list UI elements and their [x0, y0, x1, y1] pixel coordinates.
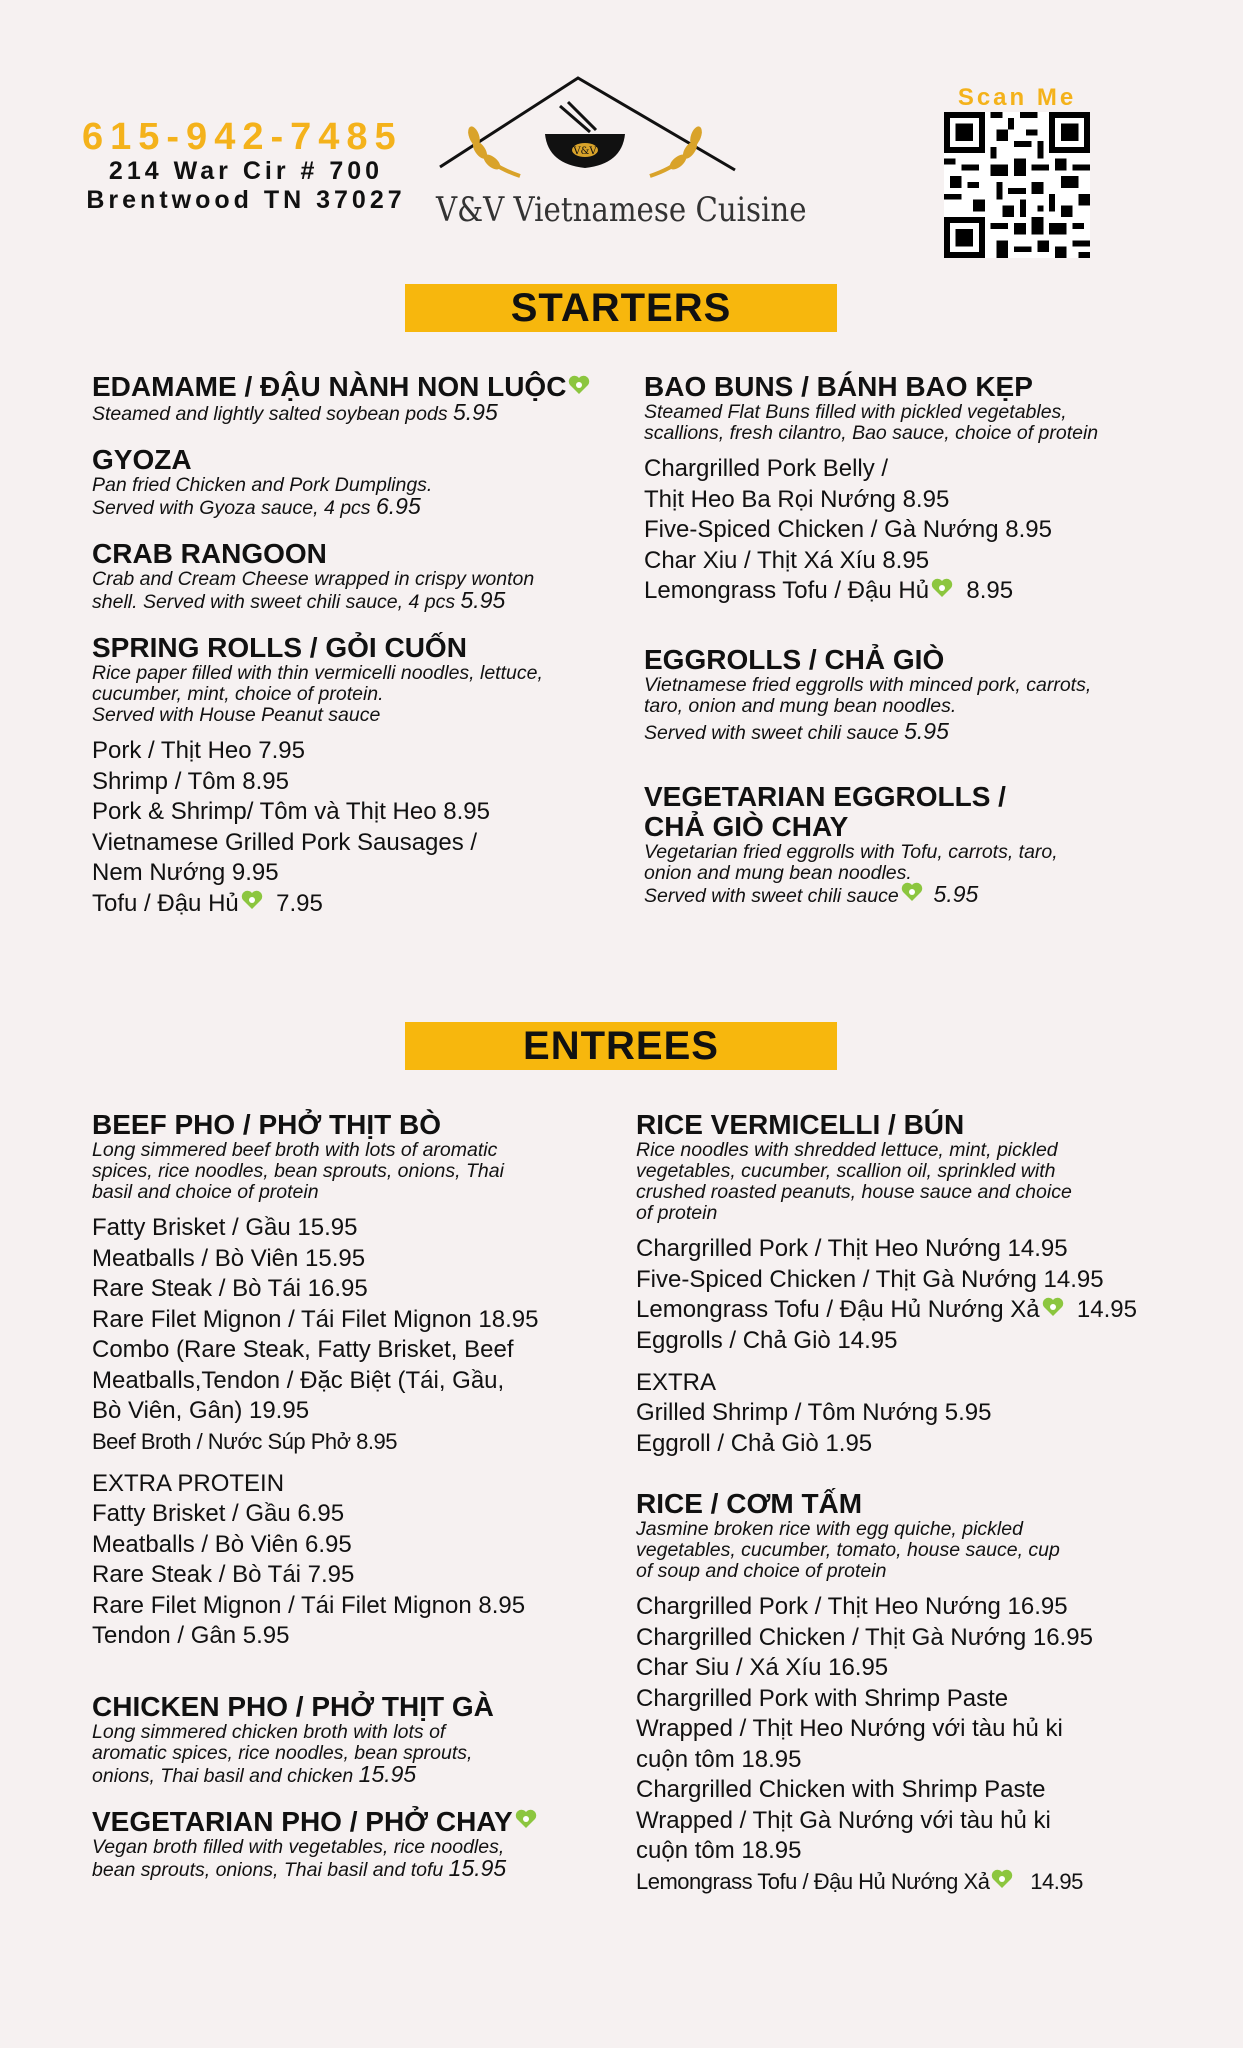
menu-item-beef-pho [92, 1110, 632, 1652]
item-desc: onions, Thai basil and chicken [92, 1764, 354, 1787]
extra-option: Tendon / Gân 5.95 [92, 1622, 290, 1649]
menu-option: Chargrilled Pork Belly / [644, 455, 889, 482]
item-desc: Steamed Flat Buns filled with pickled vegetables, [644, 401, 1067, 423]
item-title: CRAB RANGOON [92, 538, 327, 569]
item-desc: Served with sweet chili sauce [644, 884, 899, 907]
menu-option: Shrimp / Tôm 8.95 [92, 767, 289, 795]
menu-option: Pork & Shrimp/ Tôm và Thịt Heo 8.95 [92, 798, 490, 825]
item-title: EGGROLLS / CHẢ GIÒ [644, 643, 945, 675]
menu-option-price: 14.95 [1030, 1868, 1083, 1894]
extra-option: Fatty Brisket / Gầu 6.95 [92, 1500, 345, 1527]
item-title: EDAMAME / ĐẬU NÀNH NON LUỘC [92, 371, 567, 402]
menu-option-price: 14.95 [1076, 1296, 1137, 1323]
starters-left-column [92, 372, 632, 939]
item-title: VEGETARIAN EGGROLLS / [644, 780, 1006, 812]
green-heart-icon [901, 882, 923, 902]
menu-option: Rare Filet Mignon / Tái Filet Mignon 18.95 [92, 1305, 539, 1333]
item-desc: Served with Gyoza sauce, 4 pcs [92, 497, 371, 519]
option-list [644, 454, 1204, 607]
item-desc: Crab and Cream Cheese wrapped in crispy wonton [92, 568, 535, 590]
item-price: 6.95 [375, 493, 421, 519]
green-heart-icon [931, 578, 953, 598]
item-desc: Served with House Peanut sauce [92, 704, 381, 726]
item-title: CHICKEN PHO / PHỞ THỊT GÀ [92, 1690, 494, 1722]
menu-option: Rare Steak / Bò Tái 16.95 [92, 1275, 368, 1302]
extra-label: EXTRA PROTEIN [92, 1470, 285, 1497]
bowl-hat-logo [430, 72, 740, 192]
item-title: VEGETARIAN PHO / PHỞ CHAY [92, 1805, 513, 1837]
address-line-2: Brentwood TN 37027 [86, 186, 406, 214]
item-desc: vegetables, cucumber, tomato, house sauce, cup [636, 1539, 1060, 1561]
item-desc: Vietnamese fried eggrolls with minced pork, carrots, [644, 673, 1092, 696]
item-price: 15.95 [448, 1854, 507, 1881]
scan-me-label: Scan Me [957, 84, 1077, 111]
item-price: 5.95 [460, 587, 506, 613]
item-price: 15.95 [358, 1760, 417, 1787]
menu-item-edamame [92, 372, 632, 425]
item-desc: Jasmine broken rice with egg quiche, pickled [636, 1518, 1023, 1540]
menu-item-vegetarian-pho [92, 1807, 632, 1881]
item-desc: of soup and choice of protein [636, 1560, 887, 1582]
item-desc: onion and mung bean noodles. [644, 861, 912, 884]
option-list [636, 1234, 1216, 1356]
menu-option: Eggrolls / Chả Giò 14.95 [636, 1326, 898, 1354]
menu-option: Wrapped / Thịt Heo Nướng với tàu hủ ki [636, 1715, 1063, 1742]
menu-option: Bò Viên, Gân) 19.95 [92, 1397, 310, 1424]
address-line-1: 214 War Cir # 700 [108, 157, 384, 185]
menu-item-vegetarian-eggrolls [644, 782, 1204, 907]
menu-option: cuộn tôm 18.95 [636, 1837, 802, 1864]
item-desc: basil and choice of protein [92, 1181, 319, 1203]
menu-option: cuộn tôm 18.95 [636, 1745, 802, 1773]
menu-option: Char Xiu / Thịt Xá Xíu 8.95 [644, 546, 930, 574]
option-list [92, 1213, 632, 1457]
menu-option: Lemongrass Tofu / Đậu Hủ Nướng Xả [636, 1296, 1040, 1323]
item-desc: spices, rice noodles, bean sprouts, onions, Thai [92, 1160, 504, 1182]
menu-option-price: 8.95 [966, 577, 1014, 604]
extra-option: Meatballs / Bò Viên 6.95 [92, 1530, 352, 1558]
menu-item-rice-vermicelli [636, 1110, 1216, 1459]
phone-number[interactable]: 615-942-7485 [82, 116, 403, 158]
item-desc: bean sprouts, onions, Thai basil and tofu [92, 1858, 444, 1881]
menu-item-spring-rolls [92, 633, 632, 919]
menu-item-crab-rangoon [92, 539, 632, 613]
menu-item-gyoza [92, 445, 632, 519]
menu-option: Thịt Heo Ba Rọi Nướng 8.95 [644, 485, 950, 513]
menu-option: Chargrilled Chicken / Thịt Gà Nướng 16.95 [636, 1623, 1093, 1651]
extra-option: Grilled Shrimp / Tôm Nướng 5.95 [636, 1399, 992, 1426]
item-title: RICE / CƠM TẤM [636, 1488, 863, 1519]
option-list [636, 1592, 1216, 1897]
entrees-right-column [636, 1110, 1216, 1917]
extra-label: EXTRA [636, 1369, 717, 1396]
menu-item-bao-buns [644, 372, 1204, 607]
item-title: BAO BUNS / BÁNH BAO KẸP [644, 371, 1033, 402]
item-desc: scallions, fresh cilantro, Bao sauce, choice of protein [644, 422, 1099, 444]
menu-option: Vietnamese Grilled Pork Sausages / [92, 828, 478, 856]
menu-option: Chargrilled Pork / Thịt Heo Nướng 16.95 [636, 1593, 1068, 1620]
green-heart-icon [241, 890, 263, 910]
starters-right-column [644, 372, 1204, 927]
item-desc: Long simmered chicken broth with lots of [92, 1720, 446, 1743]
menu-option: Five-Spiced Chicken / Gà Nướng 8.95 [644, 516, 1052, 543]
menu-option: Chargrilled Pork / Thịt Heo Nướng 14.95 [636, 1235, 1068, 1262]
extra-option: Rare Filet Mignon / Tái Filet Mignon 8.95 [92, 1591, 526, 1619]
item-desc: aromatic spices, rice noodles, bean sprouts, [92, 1741, 473, 1764]
item-desc: Long simmered beef broth with lots of aromatic [92, 1139, 498, 1161]
item-price: 5.95 [453, 399, 498, 425]
item-title: RICE VERMICELLI / BÚN [636, 1109, 965, 1140]
item-title: SPRING ROLLS / GỎI CUỐN [92, 632, 467, 663]
menu-option: Lemongrass Tofu / Đậu Hủ [644, 577, 930, 604]
item-desc: Vegan broth filled with vegetables, rice noodles, [92, 1835, 505, 1858]
item-desc: of protein [636, 1202, 718, 1224]
menu-option: Combo (Rare Steak, Fatty Brisket, Beef [92, 1336, 514, 1363]
menu-option: Wrapped / Thịt Gà Nướng với tàu hủ ki [636, 1806, 1051, 1834]
item-desc: vegetables, cucumber, scallion oil, sprinkled with [636, 1160, 1056, 1182]
item-desc: cucumber, mint, choice of protein. [92, 683, 384, 705]
green-heart-icon [515, 1809, 537, 1829]
item-desc: Served with sweet chili sauce [644, 721, 899, 744]
item-desc: crushed roasted peanuts, house sauce and choice [636, 1181, 1072, 1203]
item-price: 5.95 [904, 717, 949, 744]
menu-option: Chargrilled Chicken with Shrimp Paste [636, 1776, 1046, 1803]
menu-option: Lemongrass Tofu / Đậu Hủ Nướng Xả [636, 1868, 990, 1894]
option-list [92, 736, 632, 919]
entrees-left-column [92, 1110, 632, 1901]
svg-text:V&V: V&V [573, 146, 597, 157]
section-banner-entrees: ENTREES [405, 1022, 837, 1070]
item-desc: Rice paper filled with thin vermicelli noodles, lettuce, [92, 662, 543, 684]
item-desc: Steamed and lightly salted soybean pods [92, 403, 448, 425]
item-title: CHẢ GIÒ CHAY [644, 810, 849, 842]
green-heart-icon [568, 375, 590, 395]
menu-item-broken-rice [636, 1489, 1216, 1897]
menu-option: Chargrilled Pork with Shrimp Paste [636, 1684, 1009, 1712]
menu-option: Char Siu / Xá Xíu 16.95 [636, 1654, 889, 1681]
menu-option: Beef Broth / Nước Súp Phở 8.95 [92, 1428, 397, 1454]
green-heart-icon [1042, 1297, 1064, 1317]
menu-option: Meatballs / Bò Viên 15.95 [92, 1244, 366, 1272]
menu-item-eggrolls [644, 645, 1204, 744]
menu-option: Fatty Brisket / Gầu 15.95 [92, 1214, 358, 1241]
item-title: GYOZA [92, 444, 192, 475]
green-heart-icon [991, 1869, 1013, 1889]
brand-name: V&V Vietnamese Cuisine [436, 190, 807, 230]
menu-option: Pork / Thịt Heo 7.95 [92, 737, 305, 764]
menu-option: Tofu / Đậu Hủ [92, 889, 239, 917]
item-desc: Pan fried Chicken and Pork Dumplings. [92, 474, 433, 496]
menu-option: Nem Nướng 9.95 [92, 859, 279, 886]
qr-code[interactable] [944, 112, 1090, 258]
menu-option: Five-Spiced Chicken / Thịt Gà Nướng 14.95 [636, 1265, 1104, 1293]
menu-item-chicken-pho [92, 1692, 632, 1787]
item-desc: shell. Served with sweet chili sauce, 4 pcs [92, 591, 456, 613]
item-desc: Rice noodles with shredded lettuce, mint, pickled [636, 1139, 1058, 1161]
item-price: 5.95 [933, 880, 979, 907]
item-desc: taro, onion and mung bean noodles. [644, 694, 957, 717]
menu-option: Meatballs,Tendon / Đặc Biệt (Tái, Gầu, [92, 1366, 505, 1394]
extra-option: Eggroll / Chả Giò 1.95 [636, 1429, 873, 1457]
extra-option: Rare Steak / Bò Tái 7.95 [92, 1561, 355, 1588]
menu-option-price: 7.95 [276, 889, 323, 917]
item-title: BEEF PHO / PHỞ THỊT BÒ [92, 1109, 442, 1140]
section-banner-starters: STARTERS [405, 284, 837, 332]
item-desc: Vegetarian fried eggrolls with Tofu, carrots, taro, [644, 840, 1058, 863]
